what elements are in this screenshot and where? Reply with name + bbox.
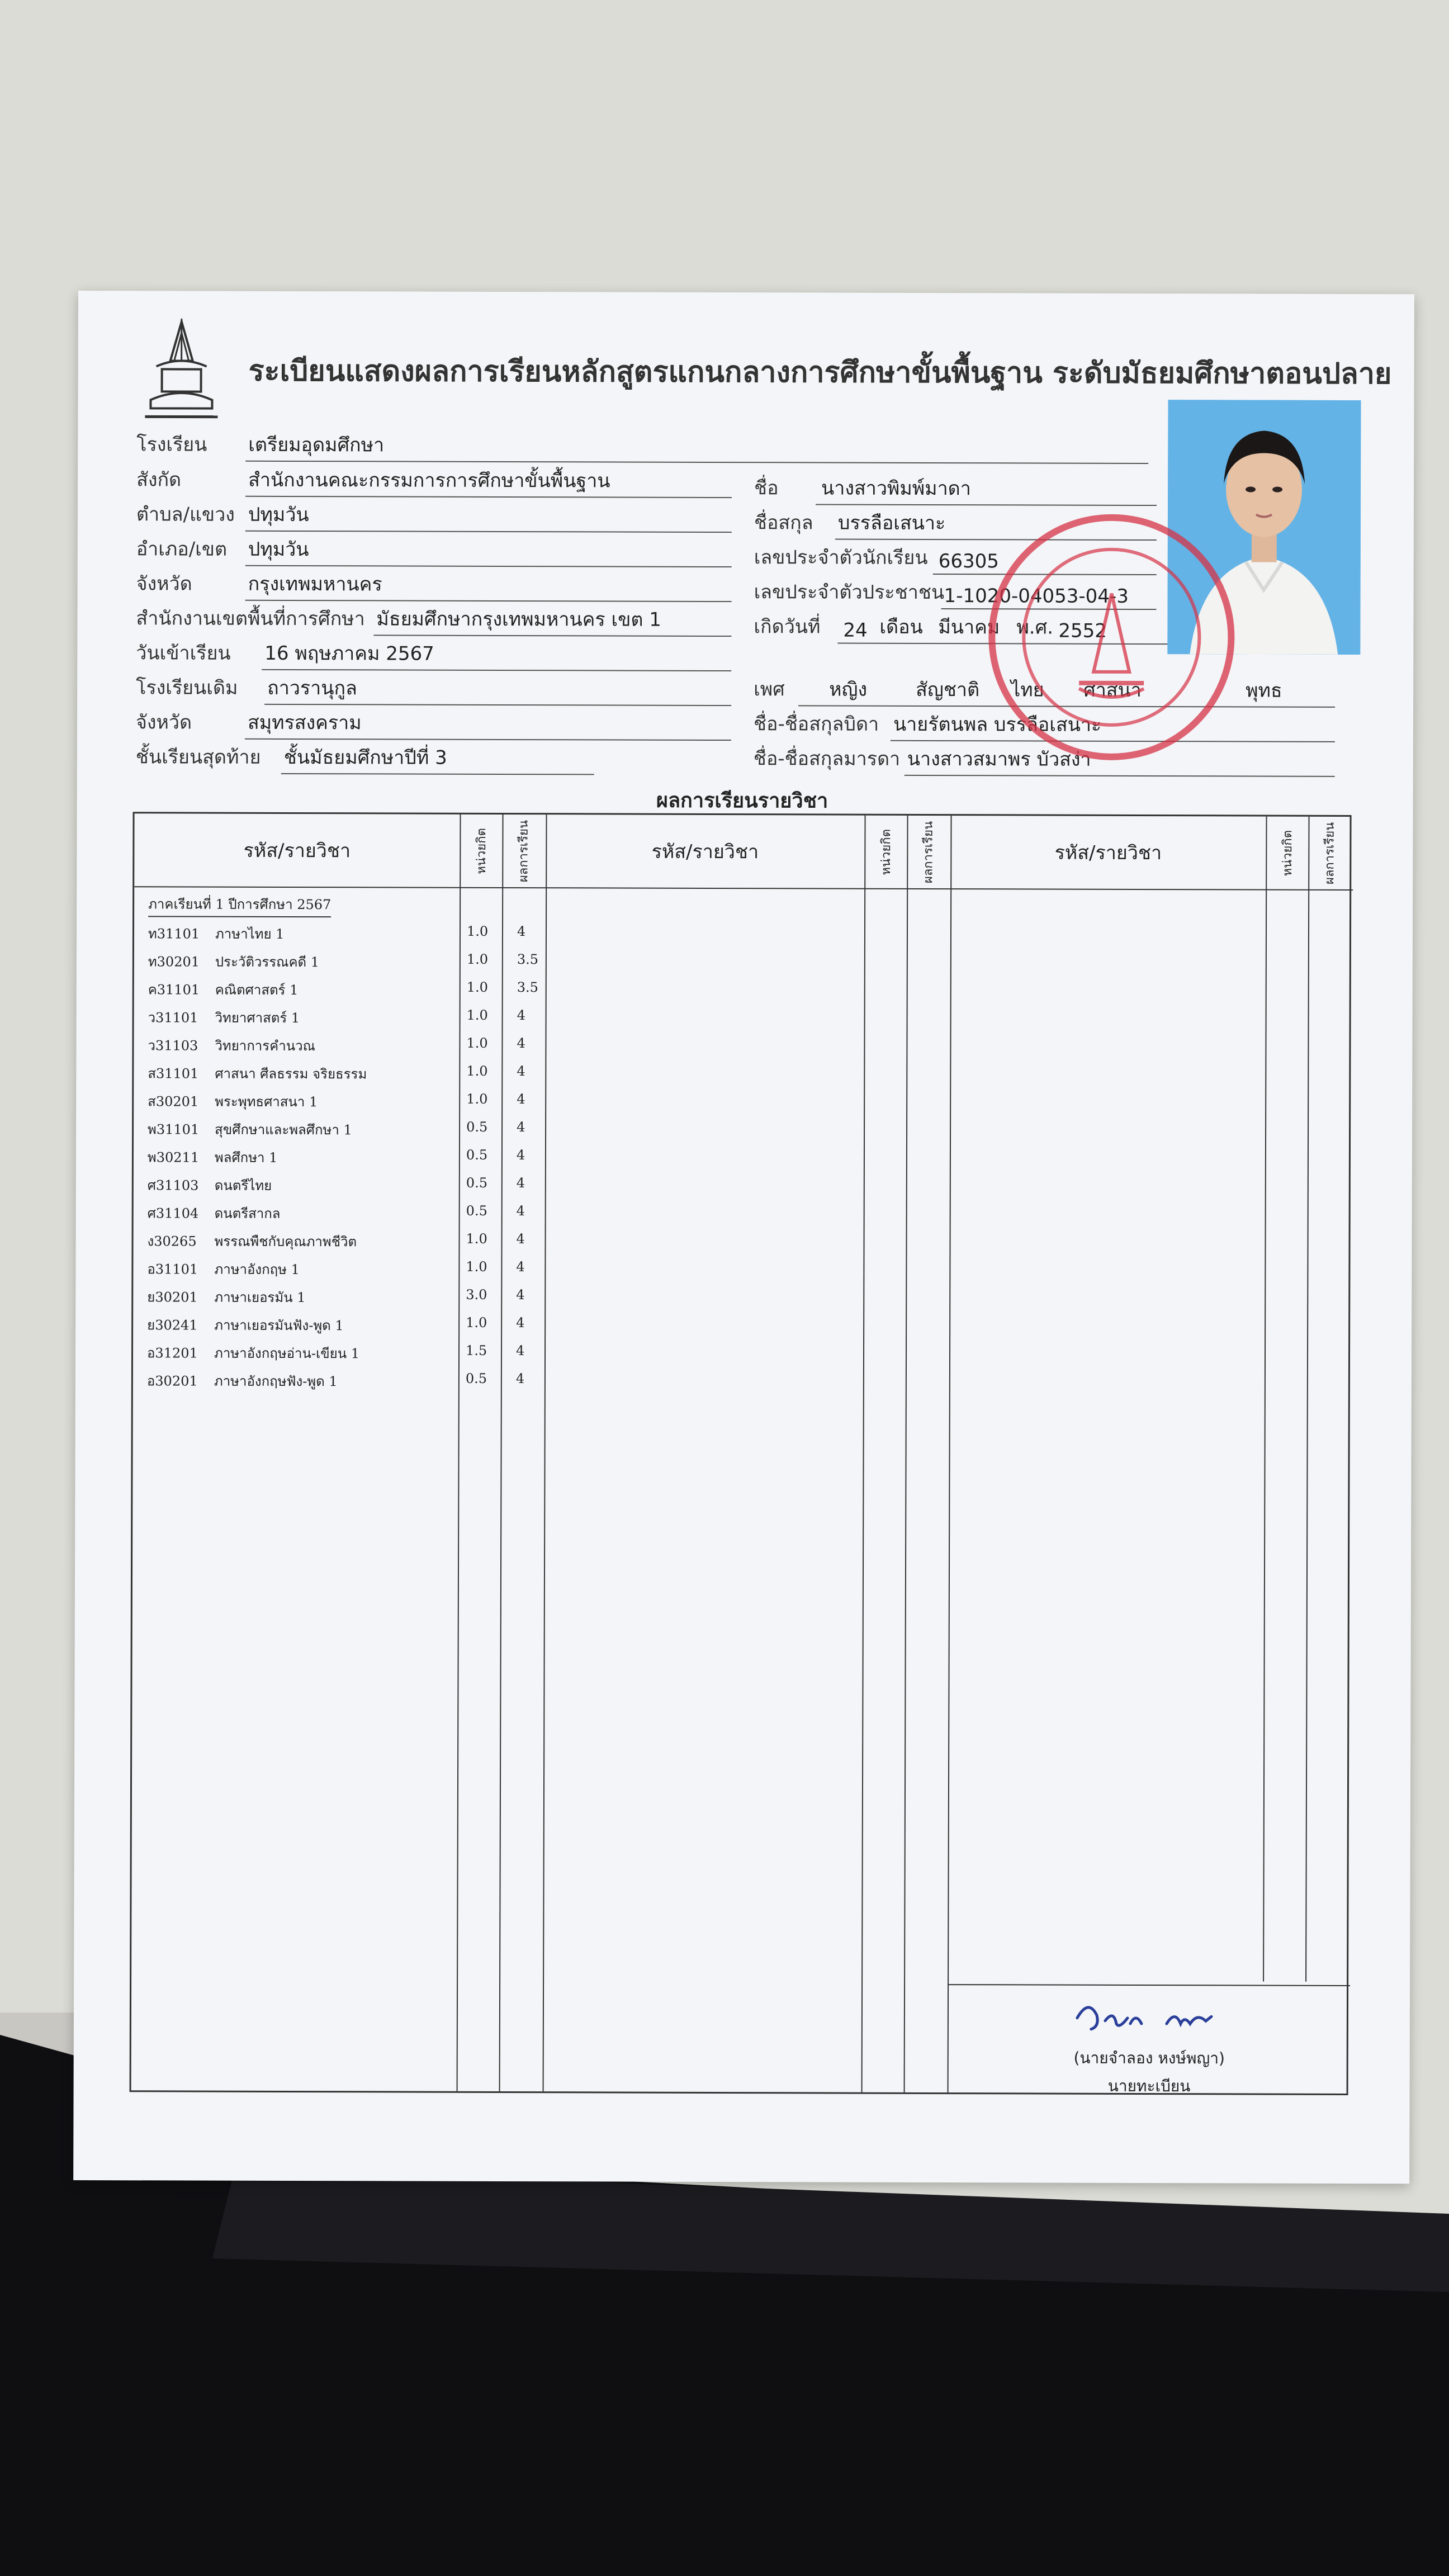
area-office-field <box>136 607 731 638</box>
subject-code: ท31101 <box>148 926 200 942</box>
birth-label: เกิดวันที่ <box>754 615 821 638</box>
subdistrict-label: ตำบล/แขวง <box>136 503 235 526</box>
prev-school-label: โรงเรียนเดิม <box>136 676 238 699</box>
credit-value: 1.0 <box>466 1035 488 1051</box>
student-id-value: 66305 <box>938 550 999 573</box>
grade-value: 4 <box>517 924 526 940</box>
subject-name: สุขศึกษาและพลศึกษา 1 <box>215 1121 352 1138</box>
table-row <box>133 1370 558 1399</box>
credit-value: 0.5 <box>466 1119 488 1135</box>
credit-value: 0.5 <box>466 1147 488 1163</box>
table-row <box>134 950 559 979</box>
subject-code: ว31103 <box>148 1038 198 1054</box>
subject-name: พรรณพืชกับคุณภาพชีวิต <box>214 1233 357 1250</box>
table-row <box>133 1258 558 1287</box>
student-name-value: นางสาวพิมพ์มาดา <box>821 477 971 500</box>
subject-code: ส30201 <box>148 1093 199 1110</box>
grade-value: 4 <box>517 1091 525 1107</box>
father-value: นายรัตนพล บรรลือเสนาะ <box>893 713 1102 736</box>
grade-value: 4 <box>516 1175 525 1191</box>
subject-name: ภาษาอังกฤษอ่าน-เขียน 1 <box>214 1345 360 1362</box>
district-value: ปทุมวัน <box>248 538 309 561</box>
sex-value: หญิง <box>829 678 868 701</box>
table-row <box>133 1286 558 1315</box>
prev-province-label: จังหวัด <box>135 711 192 734</box>
col-credit-2: หน่วยกิต <box>879 828 893 875</box>
grade-value: 4 <box>516 1287 525 1303</box>
mother-label: ชื่อ-ชื่อสกุลมารดา <box>753 747 901 770</box>
school-stamp <box>988 514 1235 760</box>
birth-year: 2552 <box>1058 619 1107 642</box>
national-id-value: 1-1020-04053-04-3 <box>944 585 1129 608</box>
religion-value: พุทธ <box>1246 679 1282 702</box>
table-row <box>134 1118 558 1147</box>
prev-province-value: สมุทรสงคราม <box>247 711 362 735</box>
student-name-label: ชื่อ <box>754 477 779 500</box>
col-subject-2: รหัส/รายวิชา <box>651 840 759 864</box>
table-row <box>134 1090 558 1119</box>
province-value: กรุงเทพมหานคร <box>248 572 382 596</box>
subject-name: วิทยาศาสตร์ 1 <box>215 1010 300 1026</box>
grade-value: 4 <box>516 1315 525 1331</box>
table-row <box>134 922 559 951</box>
credit-value: 1.0 <box>466 1314 487 1330</box>
district-label: อำเภอ/เขต <box>136 538 228 561</box>
student-name-field <box>754 477 1157 507</box>
col-grade-1: ผลการเรียน <box>517 820 532 882</box>
subdistrict-field <box>136 503 732 534</box>
school-value: เตรียมอุดมศึกษา <box>248 433 385 457</box>
grade-value: 3.5 <box>517 979 538 996</box>
prev-school-field <box>136 676 731 707</box>
subject-name: ภาษาอังกฤษ 1 <box>214 1261 300 1278</box>
results-table <box>130 812 1352 2095</box>
grade-value: 4 <box>516 1231 525 1247</box>
subject-name: พระพุทธศาสนา 1 <box>215 1093 318 1110</box>
col-subject-1: รหัส/รายวิชา <box>243 839 351 863</box>
subject-code: ง30265 <box>147 1233 197 1249</box>
col-grade-3: ผลการเรียน <box>1323 822 1338 884</box>
birth-month: มีนาคม <box>938 616 1000 639</box>
credit-value: 1.0 <box>466 1091 488 1107</box>
table-row <box>133 1230 558 1259</box>
race-label: สัญชาติ <box>916 678 980 702</box>
subject-code: ย30201 <box>147 1289 198 1305</box>
subject-code: อ31101 <box>147 1261 198 1277</box>
school-field <box>136 433 1148 465</box>
results-section-title: ผลการเรียนรายวิชา <box>656 789 828 813</box>
race-value: ไทย <box>1011 679 1044 702</box>
registrar-name: (นายจำลอง หงษ์พญา) <box>1073 2048 1225 2068</box>
subject-code: ศ31104 <box>147 1205 199 1221</box>
affiliation-label: สังกัด <box>136 468 182 491</box>
province-label: จังหวัด <box>136 572 192 595</box>
subject-code: ค31101 <box>148 982 200 998</box>
signature-mark <box>1066 1993 1234 2044</box>
mother-value: นางสาวสมาพร บัวสง่า <box>907 747 1091 771</box>
table-row <box>133 1314 558 1343</box>
table-row <box>134 1174 558 1203</box>
subdistrict-value: ปทุมวัน <box>248 503 309 527</box>
enroll-date-value: 16 พฤษภาคม 2567 <box>264 642 434 665</box>
sex-label: เพศ <box>754 678 785 701</box>
credit-value: 1.0 <box>466 1258 487 1275</box>
last-grade-field <box>136 746 594 776</box>
table-row <box>134 1034 558 1063</box>
subject-name: คณิตศาสตร์ 1 <box>215 982 299 998</box>
credit-value: 1.5 <box>466 1342 487 1358</box>
prev-school-value: ถาวรานุกูล <box>267 676 357 700</box>
col-credit-3: หน่วยกิต <box>1280 830 1295 876</box>
grade-value: 4 <box>517 1007 525 1024</box>
subject-code: พ31101 <box>148 1121 200 1138</box>
grade-value: 4 <box>517 1063 525 1079</box>
subject-name: ภาษาไทย 1 <box>215 926 285 942</box>
affiliation-value: สำนักงานคณะกรรมการการศึกษาขั้นพื้นฐาน <box>248 468 610 493</box>
credit-value: 1.0 <box>466 923 489 939</box>
table-row <box>134 1202 558 1231</box>
subject-name: ดนตรีไทย <box>214 1177 272 1194</box>
credit-value: 0.5 <box>465 1370 487 1386</box>
table-row <box>134 1146 558 1175</box>
area-office-label: สำนักงานเขตพื้นที่การศึกษา <box>136 607 365 631</box>
col-credit-1: หน่วยกิต <box>474 827 489 874</box>
registrar-role: นายทะเบียน <box>1107 2076 1191 2096</box>
grade-value: 3.5 <box>517 951 539 968</box>
subject-code: ย30241 <box>147 1317 198 1333</box>
credit-value: 1.0 <box>466 1063 488 1079</box>
col-subject-3: รหัส/รายวิชา <box>1054 841 1162 865</box>
prev-province-field <box>136 711 731 742</box>
subject-code: ศ31103 <box>147 1177 199 1194</box>
table-row <box>134 1062 558 1091</box>
grade-value: 4 <box>515 1371 525 1387</box>
grade-value: 4 <box>517 1035 525 1052</box>
subject-code: ส31101 <box>148 1066 199 1082</box>
last-grade-label: ชั้นเรียนสุดท้าย <box>135 746 261 769</box>
transcript-page <box>73 291 1414 2184</box>
term-label: ภาคเรียนที่ 1 ปีการศึกษา 2567 <box>148 893 331 917</box>
grade-value: 4 <box>516 1259 525 1275</box>
subject-name: ดนตรีสากล <box>214 1205 281 1221</box>
grade-value: 4 <box>516 1203 525 1219</box>
subject-code: พ30211 <box>147 1149 200 1166</box>
credit-value: 1.0 <box>466 1230 487 1247</box>
enroll-date-field <box>136 642 731 673</box>
birth-month-label: เดือน <box>879 615 923 638</box>
table-row <box>134 978 559 1007</box>
religion-label: ศาสนา <box>1083 679 1142 702</box>
area-office-value: มัธยมศึกษากรุงเทพมหานคร เขต 1 <box>376 608 661 631</box>
subject-name: ภาษาอังกฤษฟัง-พูด 1 <box>214 1373 338 1390</box>
grade-value: 4 <box>517 1119 525 1135</box>
subject-name: ศาสนา ศีลธรรม จริยธรรม <box>215 1066 367 1082</box>
subject-code: อ30201 <box>146 1373 198 1389</box>
subject-code: ว31101 <box>148 1010 198 1026</box>
subject-name: ประวัติวรรณคดี 1 <box>215 954 320 970</box>
student-id-label: เลขประจำตัวนักเรียน <box>754 546 928 569</box>
credit-value: 1.0 <box>466 951 489 967</box>
subject-name: วิทยาการคำนวณ <box>215 1038 315 1054</box>
col-grade-2: ผลการเรียน <box>921 821 936 883</box>
student-surname-label: ชื่อสกุล <box>754 512 813 534</box>
credit-value: 0.5 <box>466 1202 487 1219</box>
school-label: โรงเรียน <box>136 433 207 456</box>
school-emblem-icon <box>139 316 224 428</box>
registrar-signature-box <box>949 1990 1350 2097</box>
table-row <box>133 1342 558 1371</box>
national-id-label: เลขประจำตัวประชาชน <box>754 581 945 604</box>
subject-code: ท30201 <box>148 954 200 970</box>
father-label: ชื่อ-ชื่อสกุลบิดา <box>753 713 879 736</box>
credit-value: 3.0 <box>466 1286 487 1303</box>
last-grade-value: ชั้นมัธยมศึกษาปีที่ 3 <box>283 746 447 769</box>
subject-code: อ31201 <box>146 1345 198 1361</box>
province-field <box>136 572 732 603</box>
grade-value: 4 <box>516 1343 525 1359</box>
table-row <box>134 1006 559 1035</box>
document-title: ระเบียนแสดงผลการเรียนหลักสูตรแกนกลางการศึกษาขั้นพื้นฐาน ระดับมัธยมศึกษาตอนปลาย <box>248 354 1392 391</box>
credit-value: 1.0 <box>466 1007 488 1023</box>
credit-value: 0.5 <box>466 1175 488 1191</box>
grade-value: 4 <box>516 1147 525 1163</box>
district-field <box>136 538 732 569</box>
subject-name: ภาษาเยอรมันฟัง-พูด 1 <box>214 1317 344 1334</box>
birth-day: 24 <box>843 619 868 642</box>
affiliation-field <box>136 468 732 499</box>
subject-name: พลศึกษา 1 <box>214 1149 278 1166</box>
enroll-date-label: วันเข้าเรียน <box>136 642 231 665</box>
subject-name: ภาษาเยอรมัน 1 <box>214 1289 306 1306</box>
credit-value: 1.0 <box>466 979 488 995</box>
birth-year-label: พ.ศ. <box>1016 616 1054 639</box>
student-surname-value: บรรลือเสนาะ <box>837 512 946 535</box>
